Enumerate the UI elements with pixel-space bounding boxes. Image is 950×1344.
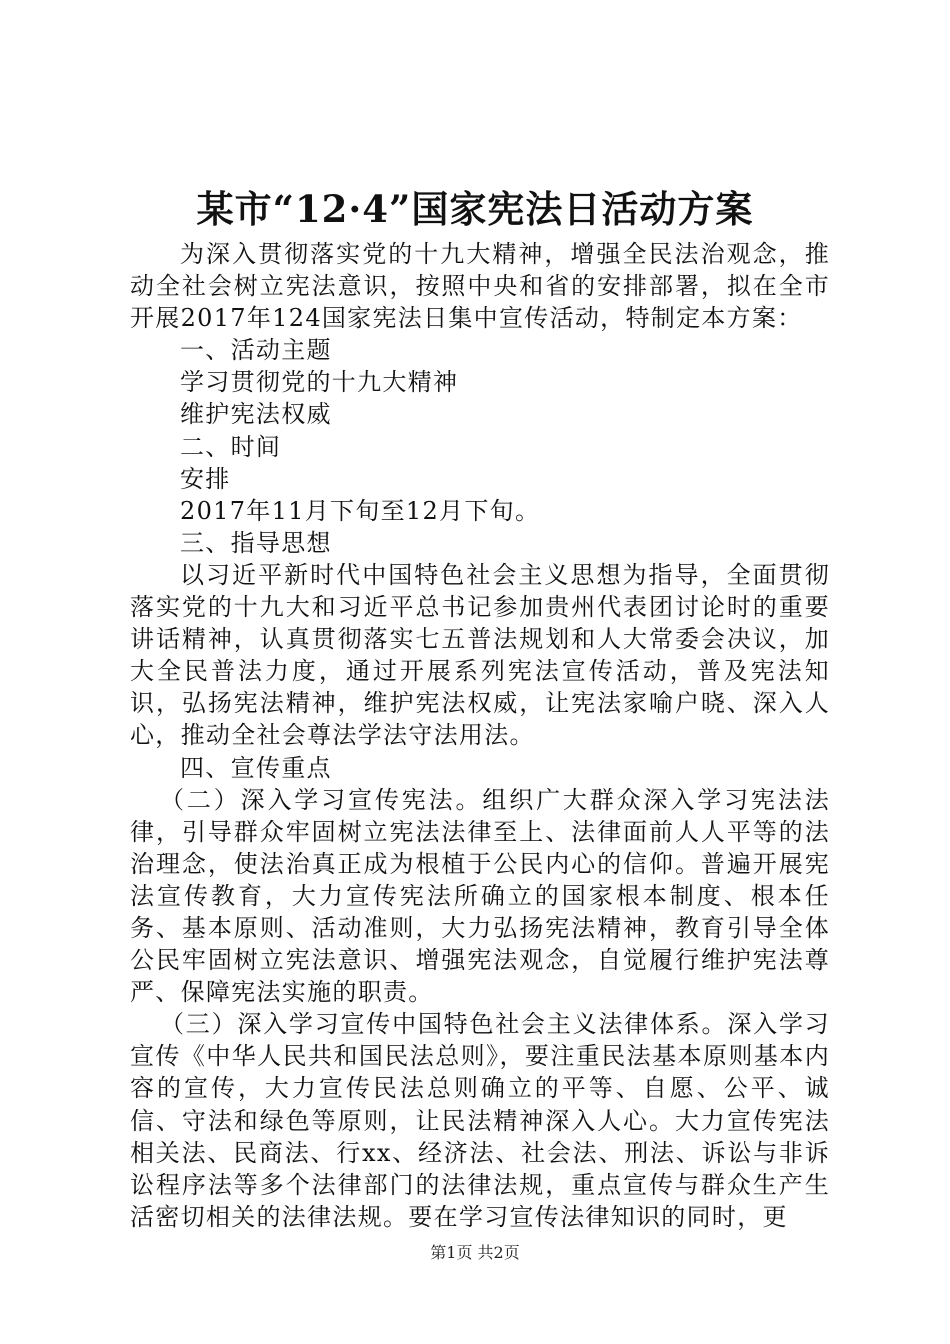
time-label: 安排 xyxy=(180,464,231,493)
intro-paragraph: 为深入贯彻落实党的十九大精神，增强全民法治观念，推动全社会树立宪法意识，按照中央和省的安排部署，拟在全市开展2017年124国家宪法日集中宣传活动，特制定本方案： xyxy=(130,240,830,333)
time-value: 2017年11月下旬至12月下旬。 xyxy=(180,496,541,525)
document-title: 某市“12·4”国家宪法日活动方案 xyxy=(196,187,754,231)
section-heading-time: 二、时间 xyxy=(180,432,282,461)
focus-item-2: （二）深入学习宣传宪法。组织广大群众深入学习宪法法律，引导群众牢固树立宪法法律至上、法律面前人人平等的法治理念，使法治真正成为根植于公民内心的信仰。普遍开展宪法宣传教育，大力宣传宪法所确立的国家根本制度、根本任务、基本原则、活动准则，大力弘扬宪法精神，教育引导全体公民牢固树立宪法意识、增强宪法观念，自觉履行维护宪法尊严、保障宪法实施的职责。 xyxy=(130,785,830,1007)
section-heading-theme: 一、活动主题 xyxy=(180,336,332,365)
guidance-paragraph: 以习近平新时代中国特色社会主义思想为指导，全面贯彻落实党的十九大和习近平总书记参加贵州代表团讨论时的重要讲话精神，认真贯彻落实七五普法规划和人大常委会决议，加大全民普法力度，通过开展系列宪法宣传活动，普及宪法知识，弘扬宪法精神，维护宪法权威，让宪法家喻户晓、深入人心，推动全社会尊法学法守法用法。 xyxy=(130,560,830,750)
section-heading-guidance: 三、指导思想 xyxy=(180,528,332,557)
theme-line-1: 学习贯彻党的十九大精神 xyxy=(180,368,459,397)
document-body xyxy=(130,238,830,1233)
section-heading-focus: 四、宣传重点 xyxy=(180,753,332,782)
focus-item-3: （三）深入学习宣传中国特色社会主义法律体系。深入学习宣传《中华人民共和国民法总则》，要注重民法基本原则基本内容的宣传，大力宣传民法总则确立的平等、自愿、公平、诚信、守法和绿色等原则，让民法精神深入人心。大力宣传宪法相关法、民商法、行xx、经济法、社会法、刑法、诉讼与非诉讼程序法等多个法律部门的法律法规，重点宣传与群众生产生活密切相关的法律法规。要在学习宣传法律知识的同时，更 xyxy=(130,1010,830,1231)
theme-line-2: 维护宪法权威 xyxy=(180,400,332,429)
page-footer: 第1页 共2页 xyxy=(430,1243,520,1262)
